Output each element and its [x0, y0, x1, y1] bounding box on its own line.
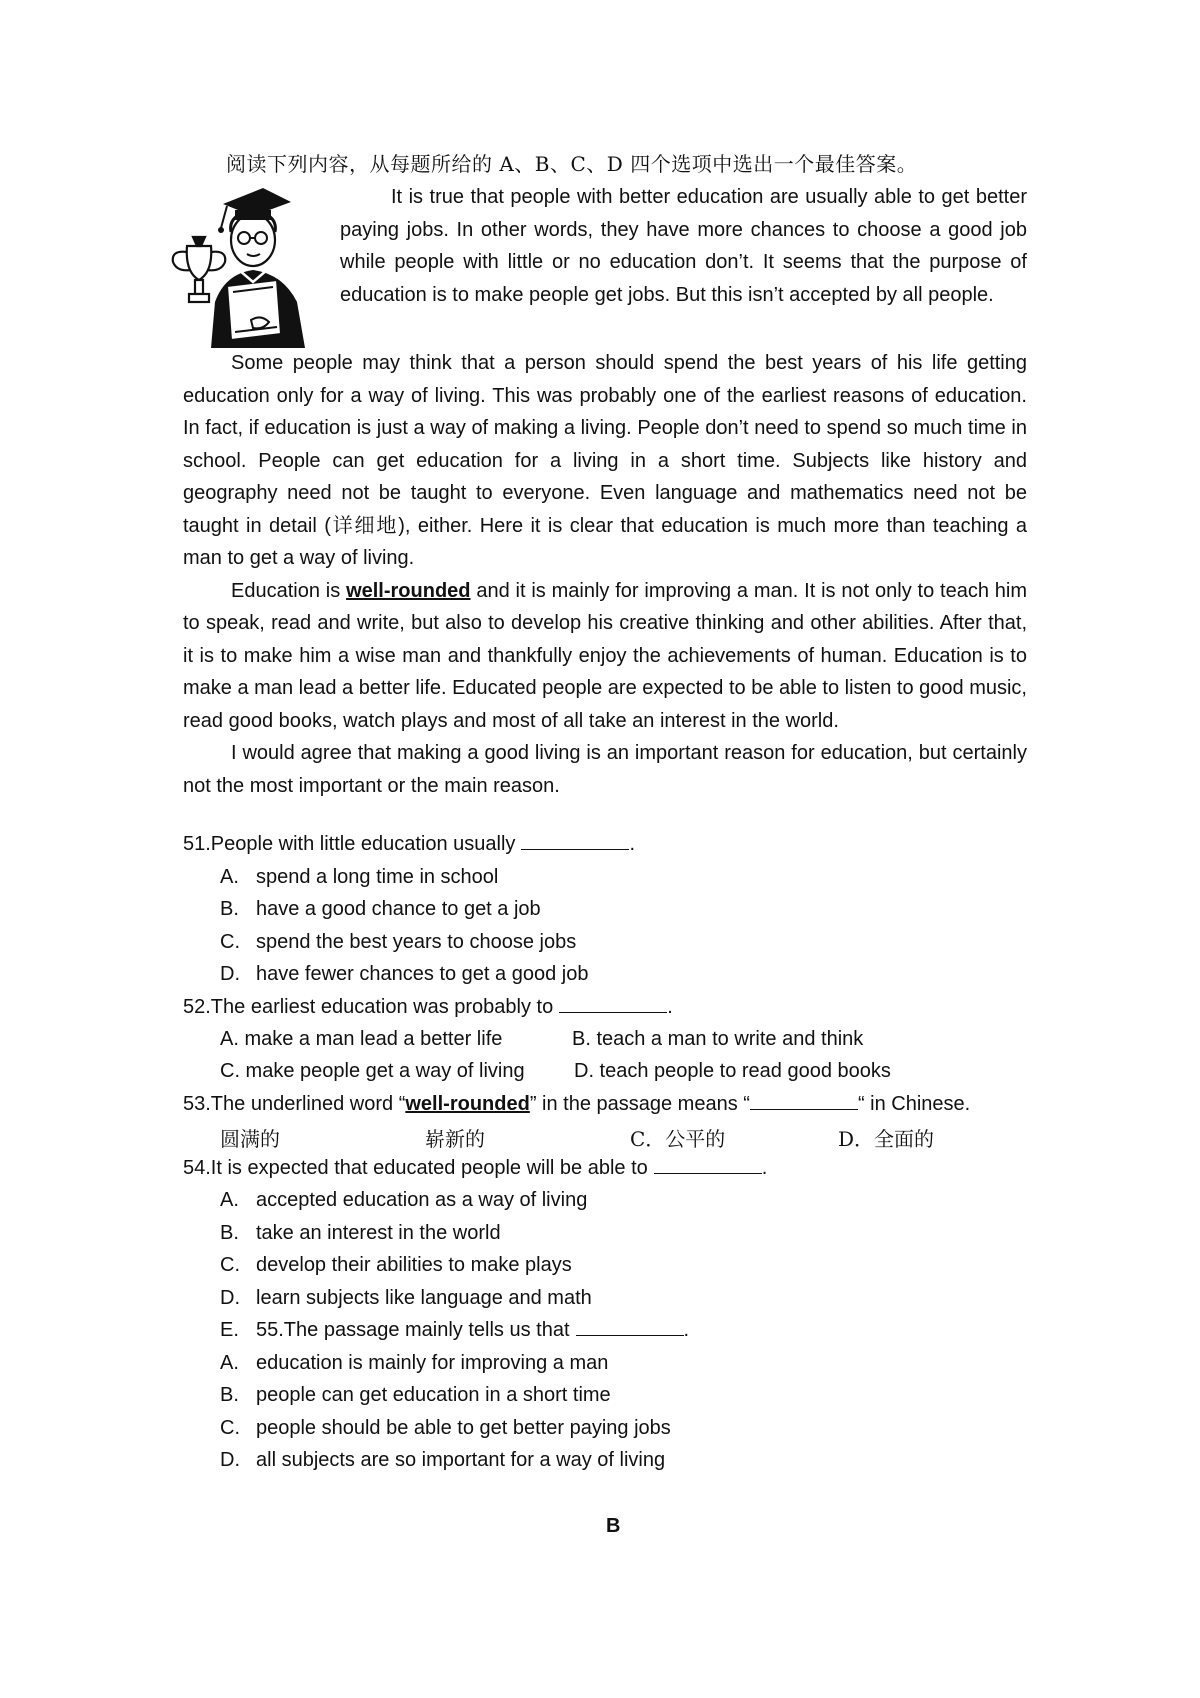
- paragraph-2-text: Some people may think that a person should spend the best years of his life getting education only for a way of living. This was probably one of the earliest reasons of education. In fact, if education is just a way of making a living. People don’t need to spend so much time in school. People can get education for a living in a short time. Subjects like history and geography need not be taught to everyone. Even language and mathematics need not be taught in detail (详细地), either. Here it is clear that education is much more than teaching a man to get a way of living.: [183, 352, 1027, 569]
- paragraph-3-before: Education is: [231, 579, 347, 602]
- question-55-end: .: [683, 1319, 690, 1341]
- instruction: 阅读下列内容，从每题所给的 A、B、C、D 四个选项中选出一个最佳答案。: [226, 152, 918, 176]
- passage-paragraph-3: [183, 575, 1027, 738]
- q55-option-a[interactable]: [220, 1352, 608, 1375]
- q55-option-b[interactable]: [220, 1384, 611, 1407]
- option-letter: A.: [220, 866, 239, 888]
- option-letter: A.: [220, 1189, 239, 1211]
- question-54-stem: 54.It is expected that educated people will be able to: [183, 1157, 648, 1179]
- option-letter: E.: [220, 1319, 239, 1341]
- option-letter: A.: [220, 1352, 239, 1374]
- option-text: people should be able to get better paying jobs: [256, 1417, 671, 1439]
- q53-option-d[interactable]: D．全面的: [838, 1127, 935, 1151]
- option-letter: C.: [220, 931, 240, 953]
- underlined-word: well-rounded: [346, 579, 471, 602]
- q53-option-b[interactable]: 崭新的: [425, 1127, 485, 1151]
- question-53-stem-before: 53.The underlined word “: [183, 1093, 406, 1115]
- question-53-stem-after: “ in Chinese.: [857, 1093, 971, 1115]
- option-letter: C.: [220, 1417, 240, 1439]
- answer-blank[interactable]: [521, 835, 629, 850]
- q52-option-b[interactable]: B. teach a man to write and think: [572, 1028, 864, 1050]
- question-52: [183, 996, 673, 1019]
- option-text: develop their abilities to make plays: [256, 1254, 572, 1276]
- q54-option-c[interactable]: [220, 1254, 572, 1277]
- answer-blank[interactable]: [750, 1095, 858, 1110]
- option-text: have fewer chances to get a good job: [256, 963, 589, 985]
- q52-option-c[interactable]: C. make people get a way of living: [220, 1060, 525, 1082]
- q55-option-c[interactable]: [220, 1417, 671, 1440]
- option-text: people can get education in a short time: [256, 1384, 611, 1406]
- question-55: [220, 1319, 689, 1342]
- section-label: B: [606, 1515, 621, 1537]
- q51-option-a[interactable]: [220, 866, 498, 889]
- q52-option-d[interactable]: D. teach people to read good books: [574, 1060, 891, 1082]
- option-text: accepted education as a way of living: [256, 1189, 588, 1211]
- option-letter: B.: [220, 1222, 239, 1244]
- option-letter: D.: [220, 963, 240, 985]
- passage-body: [183, 347, 1027, 802]
- option-letter: D.: [220, 1449, 240, 1471]
- option-letter: B.: [220, 1384, 239, 1406]
- option-text: take an interest in the world: [256, 1222, 501, 1244]
- passage-paragraph-1: It is true that people with better education are usually able to get better paying jobs. In other words, they have more chances to choose a good job while people with little or no education don’t. It seems that the purpose of education is to make people get jobs. But this isn’t accepted by all people.: [340, 186, 1027, 306]
- q53-option-a[interactable]: 圆满的: [220, 1127, 280, 1151]
- q51-option-d[interactable]: [220, 963, 588, 986]
- q54-option-d[interactable]: [220, 1287, 592, 1310]
- option-letter: C.: [220, 1254, 240, 1276]
- option-text: spend the best years to choose jobs: [256, 931, 577, 953]
- question-51-end: .: [629, 833, 635, 855]
- passage-paragraph-2: [183, 347, 1027, 575]
- question-52-stem: 52.The earliest education was probably to: [183, 996, 554, 1018]
- question-52-end: .: [667, 996, 673, 1018]
- option-text: education is mainly for improving a man: [256, 1352, 609, 1374]
- q53-option-c[interactable]: C．公平的: [630, 1127, 726, 1151]
- option-letter: B.: [220, 898, 239, 920]
- answer-blank[interactable]: [576, 1321, 684, 1336]
- question-53-stem-mid: ” in the passage means “: [529, 1093, 750, 1115]
- q54-option-a[interactable]: [220, 1189, 587, 1212]
- q52-option-a[interactable]: A. make a man lead a better life: [220, 1028, 503, 1050]
- question-54-end: .: [761, 1157, 768, 1179]
- underlined-word: well-rounded: [405, 1093, 530, 1115]
- q51-option-b[interactable]: [220, 898, 541, 921]
- option-text: have a good chance to get a job: [256, 898, 541, 920]
- question-55-stem: 55.The passage mainly tells us that: [256, 1319, 570, 1341]
- q54-option-b[interactable]: [220, 1222, 501, 1245]
- graduate-with-trophy-icon: [165, 182, 325, 348]
- answer-blank[interactable]: [654, 1159, 762, 1174]
- paragraph-3-after: and it is mainly for improving a man. It is not only to teach him to speak, read and write, but also to develop his creative thinking and other abilities. After that, it is to make him a wise man and thankfully enjoy the achievements of human. Education is to make a man lead a better life. Educated people are expected to be able to listen to good music, read good books, watch plays and most of all take an interest in the world.: [183, 579, 1028, 732]
- question-53: [183, 1093, 970, 1116]
- question-51-stem: 51.People with little education usually: [183, 833, 516, 855]
- option-text: spend a long time in school: [256, 866, 499, 888]
- option-text: all subjects are so important for a way of living: [256, 1449, 666, 1471]
- question-51: [183, 833, 635, 856]
- question-54: [183, 1157, 767, 1180]
- answer-blank[interactable]: [559, 998, 667, 1013]
- option-text: learn subjects like language and math: [256, 1287, 592, 1309]
- option-letter: D.: [220, 1287, 240, 1309]
- passage-paragraph-4: I would agree that making a good living is an important reason for education, but certainly not the most important or the main reason.: [183, 742, 1027, 797]
- q55-option-d[interactable]: [220, 1449, 665, 1472]
- q51-option-c[interactable]: [220, 931, 576, 954]
